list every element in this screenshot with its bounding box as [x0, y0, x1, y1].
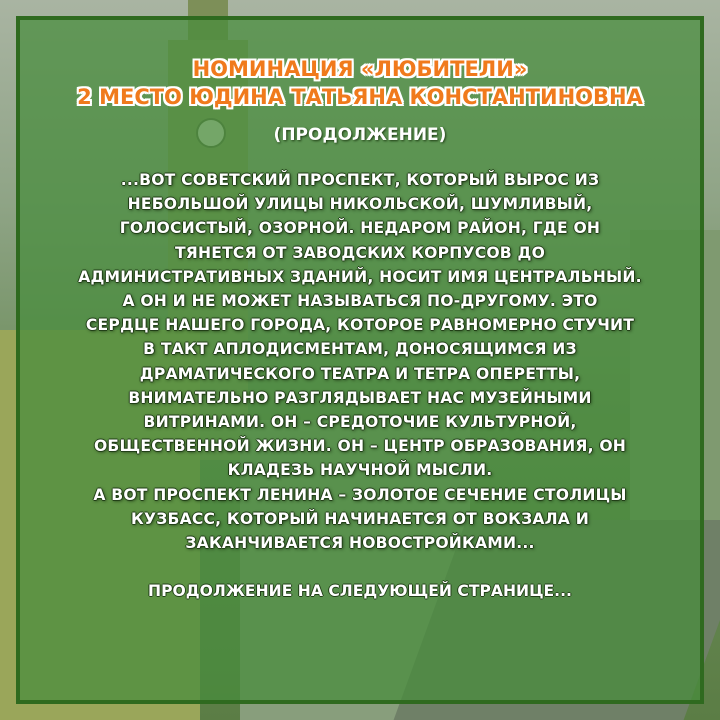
text-line: А ВОТ ПРОСПЕКТ ЛЕНИНА – ЗОЛОТОЕ СЕЧЕНИЕ СТОЛИЦЫ	[93, 485, 627, 504]
content	[20, 20, 700, 700]
text-line: ЗАКАНЧИВАЕТСЯ НОВОСТРОЙКАМИ...	[185, 534, 535, 553]
text-line: ДРАМАТИЧЕСКОГО ТЕАТРА И ТЕТРА ОПЕРЕТТЫ,	[139, 364, 581, 383]
essay-text	[20, 168, 700, 555]
text-line: НЕБОЛЬШОЙ УЛИЦЫ НИКОЛЬСКОЙ, ШУМЛИВЫЙ,	[127, 195, 593, 214]
text-line: СЕРДЦЕ НАШЕГО ГОРОДА, КОТОРОЕ РАВНОМЕРНО СТУЧИТ	[85, 316, 635, 335]
text-line: А ОН И НЕ МОЖЕТ НАЗЫВАТЬСЯ ПО-ДРУГОМУ. ЭТО	[122, 292, 598, 311]
text-line: ГОЛОСИСТЫЙ, ОЗОРНОЙ. НЕДАРОМ РАЙОН, ГДЕ ОН	[119, 219, 601, 238]
nomination-title: НОМИНАЦИЯ «ЛЮБИТЕЛИ»	[192, 57, 528, 81]
place-label: 2 МЕСТО	[77, 85, 182, 109]
text-line: ОБЩЕСТВЕННОЙ ЖИЗНИ. ОН – ЦЕНТР ОБРАЗОВАНИЯ, ОН	[93, 437, 627, 456]
text-line: ВНИМАТЕЛЬНО РАЗГЛЯДЫВАЕТ НАС МУЗЕЙНЫМИ	[128, 388, 592, 407]
continue-notice: ПРОДОЛЖЕНИЕ НА СЛЕДУЮЩЕЙ СТРАНИЦЕ...	[148, 582, 572, 601]
text-line: ТЯНЕТСЯ ОТ ЗАВОДСКИХ КОРПУСОВ ДО	[174, 243, 546, 262]
text-line: В ТАКТ АПЛОДИСМЕНТАМ, ДОНОСЯЩИМСЯ ИЗ	[143, 340, 577, 359]
text-line: ВИТРИНАМИ. ОН – СРЕДОТОЧИЕ КУЛЬТУРНОЙ,	[143, 413, 577, 432]
author-name: ЮДИНА ТАТЬЯНА КОНСТАНТИНОВНА	[189, 85, 643, 109]
text-line: КУЗБАСС, КОТОРЫЙ НАЧИНАЕТСЯ ОТ ВОКЗАЛА И	[131, 509, 589, 528]
text-line: КЛАДЕЗЬ НАУЧНОЙ МЫСЛИ.	[227, 461, 493, 480]
subtitle: (ПРОДОЛЖЕНИЕ)	[273, 125, 447, 145]
winner-title	[77, 84, 643, 110]
text-line: ...ВОТ СОВЕТСКИЙ ПРОСПЕКТ, КОТОРЫЙ ВЫРОС ИЗ	[120, 171, 600, 189]
text-line: АДМИНИСТРАТИВНЫХ ЗДАНИЙ, НОСИТ ИМЯ ЦЕНТРАЛЬНЫЙ.	[78, 267, 642, 286]
